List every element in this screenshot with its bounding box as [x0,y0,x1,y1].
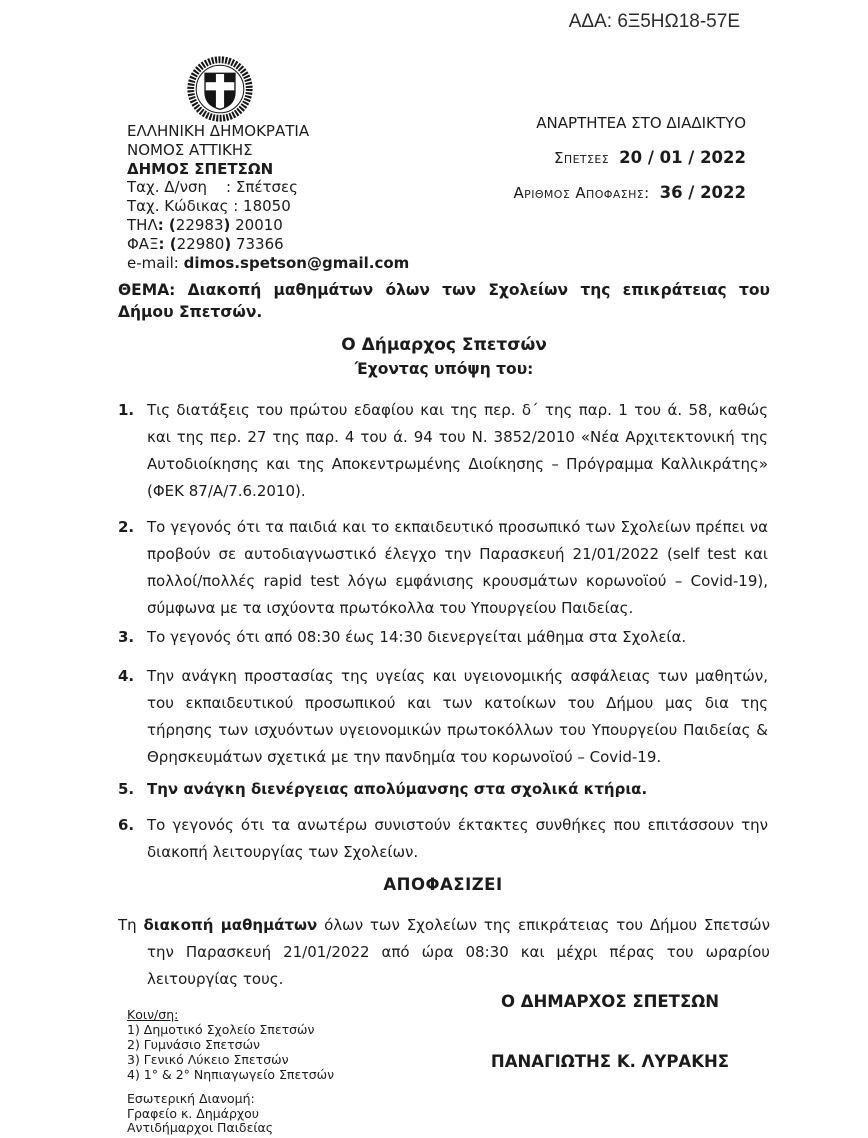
text-segment: 22983 [175,215,224,234]
cc-item: 2) Γυμνάσιο Σπετσών [127,1037,261,1052]
decides-heading: ΑΠΟΦΑΣΙΖΕΙ [383,875,503,894]
place-label: Σπετσες [554,149,610,167]
text-segment: ΘΕΜΑ: [118,281,188,299]
signature-title: Ο ΔΗΜΑΡΧΟΣ ΣΠΕΤΣΩΝ [500,992,720,1011]
text-segment: ΤΗΛ [127,215,158,234]
date-value: 20 / 01 / 2022 [619,148,746,167]
cc-item: 3) Γενικό Λύκειο Σπετσών [127,1052,289,1067]
item-number: 4. [118,667,135,685]
consideration-item [118,776,768,803]
decision-number-label: Αριθμος Αποφασης: [513,184,650,202]
cc-block [127,1007,334,1082]
decision-paragraph [118,912,770,993]
publish-notice: ΑΝΑΡΤΗΤΕΑ ΣΤΟ ΔΙΑΔΙΚΤΥΟ [536,114,746,132]
item-text: Την ανάγκη διενέργειας απολύμανσης στα σχολικά κτήρια. [147,780,648,798]
cc-item: 4) 1° & 2° Νηπιαγωγείο Σπετσών [127,1067,335,1082]
text-segment: όλων των Σχολείων της επικράτειας του Δήμου Σπετσών την Παρασκευή 21/01/2022 από ώρα 08:30 και μέχρι πέρας του ωραρίου λειτουργίας τους. [147,916,771,988]
text-segment: : ( [157,215,176,234]
item-text: Το γεγονός ότι τα παιδιά και το εκπαιδευτικό προσωπικό των Σχολείων πρέπει να προβούν σε αυτοδιαγνωστικό έλεγχο την Παρασκευή 21/01/2022 (self test και πολλοί/πολλές rapid test λόγω εμφάνισης κρουσμάτων κορωνοϊού – Covid-19), σύμφωνα με τα ισχύοντα πρωτόκολλα του Υπουργείου Παιδείας. [147,518,768,617]
text-segment: ΕΛΛΗΝΙΚΗ ΔΗΜΟΚΡΑΤΙΑ [127,122,310,140]
item-text: Τις διατάξεις του πρώτου εδαφίου και της περ. δ΄ της παρ. 1 του ά. 58, καθώς και της περ. 27 της παρ. 4 του ά. 94 του Ν. 3852/2010 «Νέα Αρχιτεκτονική της Αυτοδιοίκησης και της Αποκεντρωμένης Διοίκησης – Πρόγραμμα Καλλικράτης» (ΦΕΚ 87/Α/7.6.2010). [147,401,768,500]
consideration-item [118,812,768,866]
text-segment: 20010 [230,215,283,234]
cc-heading: Κοιν/ση: [127,1007,179,1022]
decision-number-value: 36 / 2022 [659,183,746,202]
item-number: 2. [118,518,135,536]
text-segment: e-mail: [127,253,184,272]
internal-distribution-block [127,1092,273,1136]
having-regard-heading: Έχοντας υπόψη του: [354,360,534,378]
text-segment: Ταχ. Κώδικας : 18050 [127,197,291,216]
internal-distribution-list [127,1107,273,1136]
item-text: Το γεγονός ότι από 08:30 έως 14:30 διενεργείται μάθημα στα Σχολεία. [147,628,687,646]
internal-item: Αντιδήμαρχοι Παιδείας [127,1120,274,1135]
internal-item: Γραφείο κ. Δημάρχου [127,1105,260,1121]
consideration-item [118,624,768,651]
text-segment: ) [224,234,232,253]
consideration-item [118,514,768,622]
text-segment: Ταχ. Δ/νση : Σπέτσες [127,178,298,197]
item-number: 6. [118,816,135,834]
consideration-item [118,397,768,505]
text-segment: 22980 [176,234,225,253]
cc-list [127,1022,334,1082]
item-number: 5. [118,780,135,798]
text-segment: ΦΑΞ [127,234,159,253]
text-segment: ) [223,215,231,234]
item-number: 3. [118,628,135,646]
text-segment: Διακοπή μαθημάτων όλων των Σχολείων της επικράτειας του Δήμου Σπετσών. [118,281,770,321]
text-segment: ΔΗΜΟΣ ΣΠΕΤΣΩΝ [127,159,274,178]
cc-item: 1) Δημοτικό Σχολείο Σπετσών [127,1022,315,1037]
item-number: 1. [118,401,135,419]
ada-code: ΑΔΑ: 6Ξ5ΗΩ18-57Ε [568,11,740,32]
signature-name: ΠΑΝΑΓΙΩΤΗΣ Κ. ΛΥΡΑΚΗΣ [490,1052,730,1071]
text-segment: ΝΟΜΟΣ ΑΤΤΙΚΗΣ [127,140,253,159]
text-segment: Τη [118,916,144,934]
text-segment: 73366 [231,234,284,253]
consideration-item [118,663,768,771]
internal-distribution-heading: Εσωτερική Διανομή: [127,1091,255,1106]
text-segment: dimos.spetson@gmail.com [183,253,410,272]
item-text: Την ανάγκη προστασίας της υγείας και υγειονομικής ασφάλειας των μαθητών, του εκπαιδευτικού προσωπικού και των κατοίκων του Δήμου μας δια της τήρησης των ισχυόντων υγειονομικών πρωτοκόλλων του Υπουργείου Παιδείας & Θρησκευμάτων σχετικά με την πανδημία του κορωνοϊού – Covid-19. [147,667,768,766]
item-text: Το γεγονός ότι τα ανωτέρω συνιστούν έκτακτες συνθήκες που επιτάσσουν την διακοπή λειτουργίας των Σχολείων. [147,816,768,861]
text-segment: διακοπή μαθημάτων [143,916,318,934]
mayor-heading: Ο Δήμαρχος Σπετσών [341,335,547,355]
text-segment: : ( [158,234,177,253]
